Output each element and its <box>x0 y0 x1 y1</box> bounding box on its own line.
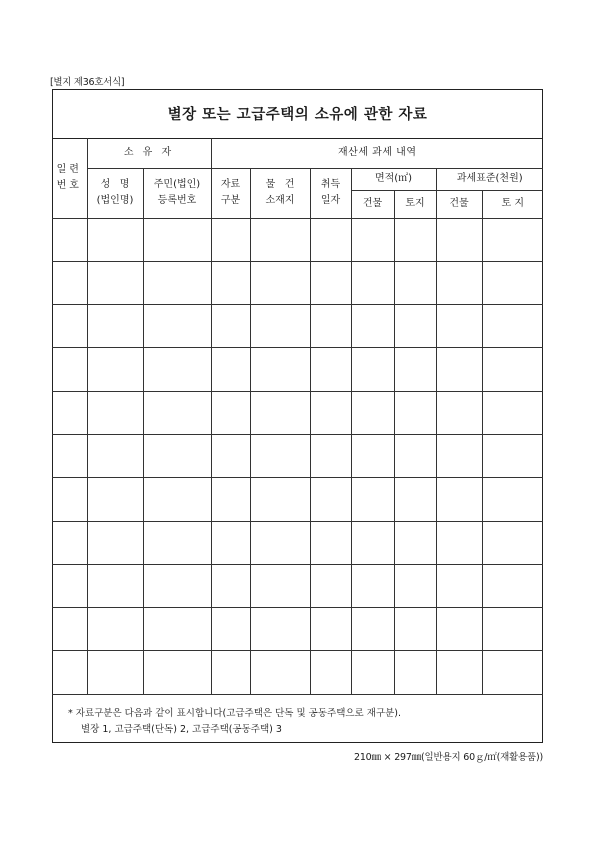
table-row <box>52 564 543 607</box>
table-cell[interactable] <box>143 218 211 261</box>
table-cell[interactable] <box>250 564 310 607</box>
table-cell[interactable] <box>250 348 310 391</box>
table-cell[interactable] <box>436 651 482 694</box>
table-cell[interactable] <box>394 348 436 391</box>
table-cell[interactable] <box>52 261 87 304</box>
table-cell[interactable] <box>52 521 87 564</box>
table-cell[interactable] <box>143 261 211 304</box>
header-area-building: 건물 <box>351 190 394 218</box>
table-cell[interactable] <box>87 305 143 348</box>
table-cell[interactable] <box>87 434 143 477</box>
paper-spec-footer: 210㎜ × 297㎜(일반용지 60ｇ/㎡(재활용품)) <box>353 752 543 763</box>
footnote-line-2: 별장 1, 고급주택(단독) 2, 고급주택(공동주택) 3 <box>81 724 282 735</box>
table-cell[interactable] <box>394 608 436 651</box>
form-title: 별장 또는 고급주택의 소유에 관한 자료 <box>52 89 543 139</box>
table-row <box>52 478 543 521</box>
table-cell[interactable] <box>87 608 143 651</box>
table-cell[interactable] <box>310 608 351 651</box>
table-cell[interactable] <box>52 564 87 607</box>
table-cell[interactable] <box>482 478 543 521</box>
table-cell[interactable] <box>482 261 543 304</box>
table-cell[interactable] <box>482 348 543 391</box>
table-cell[interactable] <box>310 478 351 521</box>
table-cell[interactable] <box>482 218 543 261</box>
table-cell[interactable] <box>482 434 543 477</box>
header-serial-number: 일련 번호 <box>52 138 87 218</box>
header-tax-details-group: 재산세 과세 내역 <box>211 138 543 168</box>
table-cell[interactable] <box>394 391 436 434</box>
table-cell[interactable] <box>87 521 143 564</box>
table-row <box>52 608 543 651</box>
table-cell[interactable] <box>482 391 543 434</box>
table-cell[interactable] <box>211 348 250 391</box>
table-cell[interactable] <box>351 348 394 391</box>
table-cell[interactable] <box>250 218 310 261</box>
table-cell[interactable] <box>436 521 482 564</box>
table-cell[interactable] <box>250 305 310 348</box>
table-cell[interactable] <box>87 478 143 521</box>
header-tax-building: 건물 <box>436 190 482 218</box>
table-cell[interactable] <box>394 305 436 348</box>
footnote <box>68 706 401 738</box>
header-name: 성 명 (법인명) <box>87 168 143 218</box>
table-cell[interactable] <box>52 434 87 477</box>
table-cell[interactable] <box>351 218 394 261</box>
table-cell[interactable] <box>351 608 394 651</box>
table-cell[interactable] <box>351 305 394 348</box>
table-cell[interactable] <box>87 391 143 434</box>
table-cell[interactable] <box>211 564 250 607</box>
table-cell[interactable] <box>436 305 482 348</box>
table-cell[interactable] <box>52 305 87 348</box>
table-cell[interactable] <box>52 391 87 434</box>
table-cell[interactable] <box>482 564 543 607</box>
table-cell[interactable] <box>436 261 482 304</box>
table-cell[interactable] <box>394 261 436 304</box>
table-cell[interactable] <box>482 521 543 564</box>
table-cell[interactable] <box>394 564 436 607</box>
table-cell[interactable] <box>143 564 211 607</box>
table-cell[interactable] <box>211 521 250 564</box>
table-row <box>52 651 543 694</box>
table-cell[interactable] <box>436 608 482 651</box>
table-cell[interactable] <box>250 478 310 521</box>
table-row <box>52 521 543 564</box>
table-cell[interactable] <box>310 434 351 477</box>
table-cell[interactable] <box>211 391 250 434</box>
table-cell[interactable] <box>211 608 250 651</box>
table-cell[interactable] <box>87 261 143 304</box>
header-property-location: 물 건 소재지 <box>250 168 310 218</box>
table-cell[interactable] <box>87 348 143 391</box>
header-area-land: 토지 <box>394 190 436 218</box>
header-owner-group: 소 유 자 <box>87 138 211 168</box>
table-cell[interactable] <box>482 608 543 651</box>
table-cell[interactable] <box>482 305 543 348</box>
table-row <box>52 348 543 391</box>
table-row <box>52 218 543 261</box>
table-cell[interactable] <box>87 564 143 607</box>
table-cell[interactable] <box>52 478 87 521</box>
table-cell[interactable] <box>394 521 436 564</box>
table-cell[interactable] <box>436 564 482 607</box>
table-cell[interactable] <box>87 651 143 694</box>
table-cell[interactable] <box>250 521 310 564</box>
table-cell[interactable] <box>143 608 211 651</box>
table-row <box>52 391 543 434</box>
header-area: 면적(㎡) <box>351 168 436 190</box>
table-cell[interactable] <box>351 478 394 521</box>
table-cell[interactable] <box>211 434 250 477</box>
table-cell[interactable] <box>394 651 436 694</box>
form-number-label: [별지 제36호서식] <box>50 77 125 88</box>
table-cell[interactable] <box>310 651 351 694</box>
header-tax-land: 토 지 <box>482 190 543 218</box>
table-cell[interactable] <box>250 261 310 304</box>
table-cell[interactable] <box>211 478 250 521</box>
table-cell[interactable] <box>250 391 310 434</box>
table-cell[interactable] <box>211 218 250 261</box>
table-cell[interactable] <box>482 651 543 694</box>
table-cell[interactable] <box>394 218 436 261</box>
table-cell[interactable] <box>310 348 351 391</box>
table-cell[interactable] <box>52 651 87 694</box>
table-cell[interactable] <box>87 218 143 261</box>
table-cell[interactable] <box>310 564 351 607</box>
table-row <box>52 434 543 477</box>
table-row <box>52 261 543 304</box>
table-cell[interactable] <box>310 521 351 564</box>
table-cell[interactable] <box>250 651 310 694</box>
table-cell[interactable] <box>351 391 394 434</box>
table-cell[interactable] <box>436 218 482 261</box>
data-table <box>52 138 543 695</box>
table-cell[interactable] <box>211 651 250 694</box>
table-cell[interactable] <box>52 608 87 651</box>
table-cell[interactable] <box>143 305 211 348</box>
header-tax-base: 과세표준(천원) <box>436 168 543 190</box>
table-cell[interactable] <box>310 391 351 434</box>
table-cell[interactable] <box>143 434 211 477</box>
table-cell[interactable] <box>351 651 394 694</box>
table-cell[interactable] <box>143 651 211 694</box>
table-cell[interactable] <box>250 608 310 651</box>
table-cell[interactable] <box>310 261 351 304</box>
table-cell[interactable] <box>436 478 482 521</box>
table-cell[interactable] <box>143 348 211 391</box>
table-cell[interactable] <box>351 564 394 607</box>
header-acquisition-date: 취득 일자 <box>310 168 351 218</box>
table-cell[interactable] <box>394 434 436 477</box>
table-cell[interactable] <box>250 434 310 477</box>
table-cell[interactable] <box>436 348 482 391</box>
header-data-type: 자료 구분 <box>211 168 250 218</box>
table-row <box>52 305 543 348</box>
table-cell[interactable] <box>351 434 394 477</box>
table-cell[interactable] <box>351 261 394 304</box>
table-cell[interactable] <box>211 305 250 348</box>
table-cell[interactable] <box>143 478 211 521</box>
table-cell[interactable] <box>211 261 250 304</box>
table-cell[interactable] <box>143 521 211 564</box>
table-cell[interactable] <box>436 434 482 477</box>
header-registration-number: 주민(법인) 등록번호 <box>143 168 211 218</box>
table-cell[interactable] <box>310 218 351 261</box>
table-cell[interactable] <box>143 391 211 434</box>
table-cell[interactable] <box>394 478 436 521</box>
table-cell[interactable] <box>310 305 351 348</box>
table-cell[interactable] <box>351 521 394 564</box>
footnote-line-1: * 자료구분은 다음과 같이 표시합니다(고급주택은 단독 및 공동주택으로 재구분). <box>68 708 402 719</box>
table-cell[interactable] <box>52 218 87 261</box>
table-cell[interactable] <box>52 348 87 391</box>
table-cell[interactable] <box>436 391 482 434</box>
